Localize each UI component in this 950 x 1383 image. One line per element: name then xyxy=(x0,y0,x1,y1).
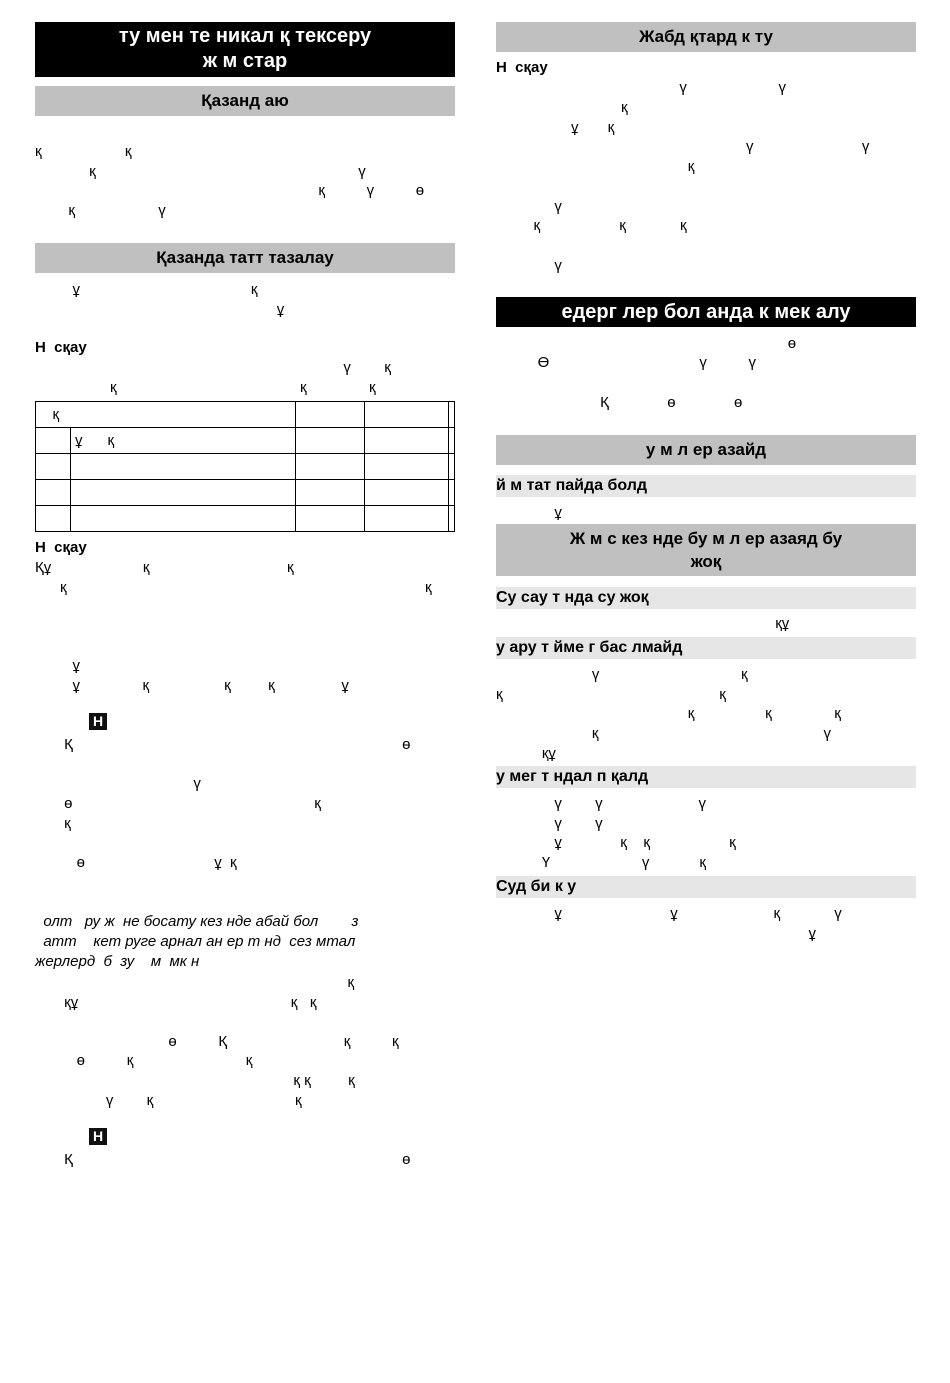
para7-line-3: қ қ қ xyxy=(35,1072,355,1089)
table-cell xyxy=(448,454,454,480)
table-cell xyxy=(36,428,71,454)
table-cell xyxy=(448,402,454,428)
table-cell xyxy=(295,506,364,532)
para7-line-4: ү қ қ xyxy=(35,1092,302,1109)
note1-line-2: қ қ қ xyxy=(35,379,376,396)
table-cell xyxy=(71,454,296,480)
button-line-1: ү қ xyxy=(496,666,748,683)
para7-line-2: ө қ қ xyxy=(35,1052,253,1069)
descaling-line-1: ұ қ xyxy=(35,281,258,298)
table-cell xyxy=(364,428,448,454)
boiler-line-2: қ ү xyxy=(35,163,366,180)
table-row xyxy=(36,454,455,480)
note-label-right: Н сқау xyxy=(496,59,548,76)
button-line-4: қ ү xyxy=(496,725,831,742)
para8-line: Қ ө xyxy=(35,1151,411,1168)
table-cell xyxy=(295,402,364,428)
para7-line-1: ө Қ қ қ xyxy=(35,1033,399,1050)
button-line-5: құ xyxy=(496,745,556,762)
table-cell xyxy=(71,506,296,532)
table-cell xyxy=(36,480,71,506)
scale-line: ұ xyxy=(496,504,562,521)
table-row xyxy=(36,480,455,506)
table-cell xyxy=(36,454,71,480)
water-level-line-1: ұ ұ қ ү xyxy=(496,905,842,922)
para3-line-1: ұ xyxy=(35,657,81,674)
section-title-no-steam: Ж м с кез нде бу м л ер азаяд бу жоқ xyxy=(496,524,916,576)
troubleshooting-header: едерг лер бол анда к мек алу xyxy=(496,297,916,327)
para4-line-3: қ xyxy=(35,815,71,832)
table-row xyxy=(36,402,455,428)
section-title-boiler: Қазанд аю xyxy=(35,86,455,116)
boiler-line-1: қ қ xyxy=(35,143,132,160)
blocked-line-3: ұ қ қ қ xyxy=(496,834,736,851)
problem-no-water: Су сау т нда су жоқ xyxy=(496,587,916,609)
table-cell xyxy=(364,402,448,428)
storage-line-7: ү xyxy=(496,198,562,215)
no-water-line: құ xyxy=(496,615,790,632)
boiler-line-4: қ ү xyxy=(35,202,166,219)
storage-line-2: қ xyxy=(496,99,628,116)
hand-hint-icon: Н xyxy=(89,713,107,730)
table-cell xyxy=(295,428,364,454)
problem-button-stuck: у ару т йме г бас лмайд xyxy=(496,637,916,659)
table-cell xyxy=(448,480,454,506)
para4-line-1: ү xyxy=(35,775,201,792)
blocked-line-4: Ү ү қ xyxy=(496,854,706,871)
warning-italic-line-3: жерлерд б зу м мк н xyxy=(35,953,200,970)
storage-line-10: ү xyxy=(496,257,562,274)
para5-line: ө ұ қ xyxy=(35,854,237,871)
button-line-3: қ қ қ xyxy=(496,705,841,722)
table-cell xyxy=(295,454,364,480)
para3-line-2: ұ қ қ қ ұ xyxy=(35,677,349,694)
button-line-2: қ қ xyxy=(496,686,726,703)
note-label-2: Н сқау xyxy=(35,539,87,556)
blocked-line-2: ү ү xyxy=(496,815,603,832)
section-title-descaling: Қазанда татт тазалау xyxy=(35,243,455,273)
table-row xyxy=(36,506,455,532)
table-cell xyxy=(71,480,296,506)
para4-first-line: Қ ө xyxy=(35,736,411,753)
table-cell: қ xyxy=(36,402,296,428)
table-cell: ұ қ xyxy=(71,428,296,454)
table-cell xyxy=(448,506,454,532)
table-cell xyxy=(448,428,454,454)
section-title-steam-low: у м л ер азайд xyxy=(496,435,916,465)
table-cell xyxy=(364,454,448,480)
warning-italic-line-2: атт кет руге арнал ан ер т нд сез мтал xyxy=(35,933,356,950)
table-cell xyxy=(36,506,71,532)
problem-scale-formed: й м тат пайда болд xyxy=(496,475,916,497)
maintenance-header: ту мен те никал қ тексеру ж м стар xyxy=(35,22,455,77)
descaling-line-2: ұ xyxy=(35,301,285,318)
problem-water-level: Суд би к у xyxy=(496,876,916,898)
help-line-4: Қ ө ө xyxy=(496,394,743,411)
para6-line-2: құ қ қ xyxy=(35,994,317,1011)
table-cell xyxy=(295,480,364,506)
storage-line-4: ү ү xyxy=(496,138,870,155)
warning-italic-line-1: олт ру ж не босату кез нде абай бол з xyxy=(35,913,359,930)
para4-line-2: ө қ xyxy=(35,795,321,812)
hand-hint-icon: Н xyxy=(89,1128,107,1145)
note2-line-1: Құ қ қ xyxy=(35,559,294,576)
table-row xyxy=(36,428,455,454)
storage-line-5: қ xyxy=(496,158,695,175)
storage-line-3: ұ қ xyxy=(496,119,615,136)
section-title-storage: Жабд қтард к ту xyxy=(496,22,916,52)
note2-line-2: қ қ xyxy=(35,579,432,596)
descaling-table xyxy=(35,401,455,532)
boiler-line-3: қ ү ө xyxy=(35,182,425,199)
table-cell xyxy=(364,506,448,532)
note1-line-1: ү қ xyxy=(35,359,391,376)
table-cell xyxy=(364,480,448,506)
storage-line-1: ү ү xyxy=(496,79,787,96)
problem-blocked: у мег т ндал п қалд xyxy=(496,766,916,788)
storage-line-8: қ қ қ xyxy=(496,217,687,234)
water-level-line-2: ұ xyxy=(496,925,817,942)
help-line-2: Ө ү ү xyxy=(496,354,757,371)
help-line-1: ө xyxy=(496,335,797,352)
blocked-line-1: ү ү ү xyxy=(496,795,707,812)
para6-line-1: қ xyxy=(35,974,355,991)
note-label-1: Н сқау xyxy=(35,339,87,356)
